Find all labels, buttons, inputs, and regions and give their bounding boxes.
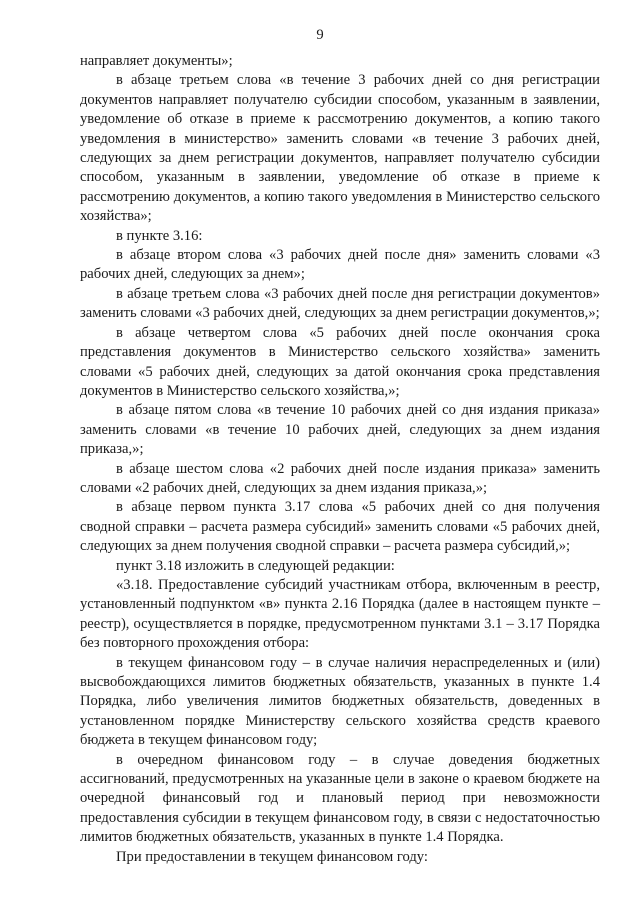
paragraph: пункт 3.18 изложить в следующей редакции:	[116, 557, 395, 574]
paragraph: направляет документы»;	[80, 53, 233, 69]
page-number: 9	[316, 27, 324, 43]
paragraph: в абзаце шестом слова «2 рабочих дней после издания приказа» заменить словами «2 рабочих дней, следующих за днем издания приказа,»;	[80, 460, 600, 496]
paragraph: «3.18. Предоставление субсидий участникам отбора, включенным в реестр, установленный подпунктом «в» пункта 2.16 Порядка (далее в настоящем пункте – реестр), осуществляется в порядке, предусмотренном пунктами 3.1 – 3.17 Порядка без повторного прохождения отбора:	[80, 576, 600, 652]
paragraph: в абзаце четвертом слова «5 рабочих дней после окончания срока представления документов в Министерство сельского хозяйства» заменить словами «5 рабочих дней, следующих за датой окончания срока представления документов в Министерство сельского хозяйства,»;	[80, 324, 600, 399]
paragraph: в текущем финансовом году – в случае наличия нераспределенных и (или) высвобождающихся лимитов бюджетных обязательств, указанных в пункте 1.4 Порядка, либо увеличения лимитов бюджетных обязательств, доведенных в установленном порядке Министерству сельского хозяйства средств краевого бюджета в текущем финансовом году;	[80, 654, 600, 749]
paragraph: в абзаце третьем слова «3 рабочих дней после дня регистрации документов» заменить словами «3 рабочих дней, следующих за днем регистрации документов,»;	[80, 285, 600, 322]
paragraph: в абзаце третьем слова «в течение 3 рабочих дней со дня регистрации документов направляет получателю субсидии способом, указанным в заявлении, уведомление об отказе в приеме к рассмотрению документов, а копию такого уведомления в министерство» заменить словами «в течение 3 рабочих дней, следующих за днем регистрации документов, направляет получателю субсидии способом, указанным в заявлении, уведомление об отказе в приеме к рассмотрению документов, а копию такого уведомления в Министерство сельского хозяйства»;	[80, 72, 600, 225]
paragraph: в пункте 3.16:	[116, 227, 203, 244]
paragraph: в абзаце первом пункта 3.17 слова «5 рабочих дней со дня получения сводной справки – расчета размера субсидий» заменить словами «5 рабочих дней, следующих за днем получения сводной справки – расчета размера субсидий,»;	[80, 499, 600, 555]
document-body	[80, 52, 600, 867]
paragraph: в абзаце втором слова «3 рабочих дней после дня» заменить словами «3 рабочих дней, следующих за днем»;	[80, 247, 600, 283]
paragraph: в очередном финансовом году – в случае доведения бюджетных ассигнований, предусмотренных на указанные цели в законе о краевом бюджете на очередной финансовый год и плановый период при невозможности предоставления субсидии в текущем финансовом году, в связи с недостаточностью лимитов бюджетных обязательств, указанных в пункте 1.4 Порядка.	[80, 751, 600, 846]
paragraph: При предоставлении в текущем финансовом году:	[116, 848, 428, 865]
paragraph: в абзаце пятом слова «в течение 10 рабочих дней со дня издания приказа» заменить словами «в течение 10 рабочих дней, следующих за днем издания приказа,»;	[80, 402, 600, 458]
